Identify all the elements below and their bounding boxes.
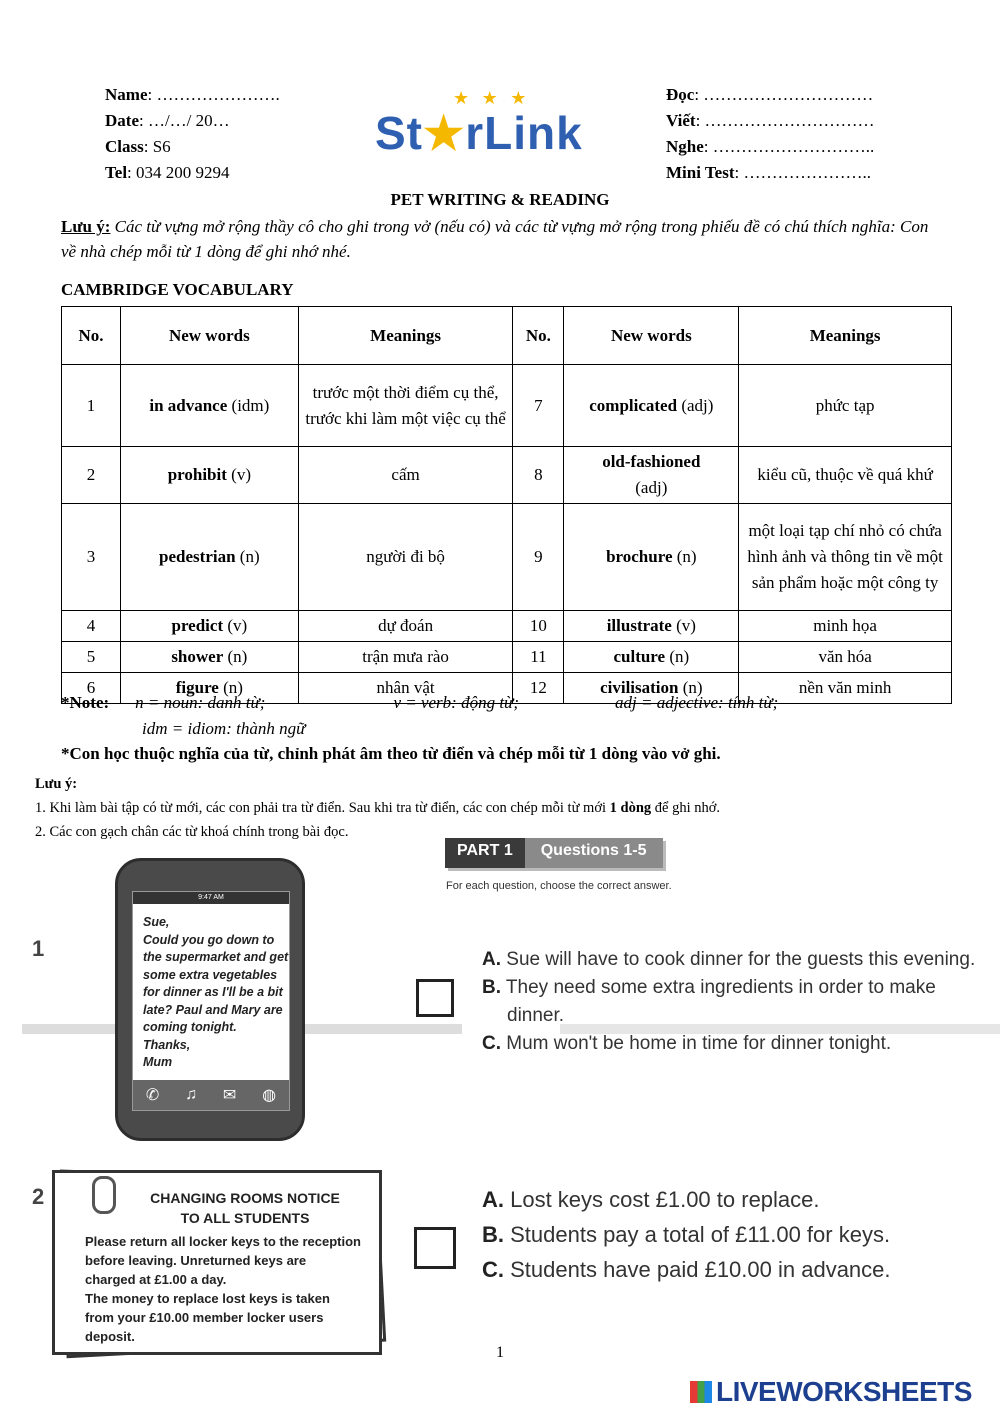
answer-box-q1[interactable] <box>416 979 454 1017</box>
paperclip-icon <box>92 1176 116 1214</box>
notice-text: CHANGING ROOMS NOTICE TO ALL STUDENTS Please return all locker keys to the reception before leaving. Unreturned keys are charged at £1.00 a day. The money to replace lost keys is taken from your £10.00 member locker users deposit. <box>85 1190 362 1344</box>
logo-stars-icon: ★ ★ ★ <box>453 88 531 108</box>
status-bar: 9:47 AM <box>133 892 289 904</box>
table-header-row <box>62 307 952 365</box>
writing-score-line: Viết: ………………………… <box>666 111 875 130</box>
q2-options <box>482 1182 891 1287</box>
listening-score-line: Nghe: ……………………….. <box>666 137 875 156</box>
table-row: 5 shower (n) trận mưa rào 11 culture (n) văn hóa <box>62 642 952 673</box>
abbreviation-legend: *Note: n = noun: danh từ; v = verb: động từ; adj = adjective: tính từ; idm = idiom: thành ngữ <box>61 693 779 738</box>
student-info <box>105 82 280 186</box>
music-icon: ♫ <box>185 1086 198 1103</box>
section-title: CAMBRIDGE VOCABULARY <box>61 280 294 299</box>
option-c[interactable]: C. Mum won't be home in time for dinner tonight. <box>482 1033 892 1054</box>
date-line: Date: …/…/ 20… <box>105 111 230 130</box>
phone-icon: ✆ <box>145 1087 160 1104</box>
tel-line: Tel: 034 200 9294 <box>105 163 230 182</box>
question-number: 1 <box>32 936 45 961</box>
phone-dock <box>133 1080 289 1110</box>
option-b[interactable]: B. Students pay a total of £11.00 for keys. <box>482 1222 891 1247</box>
note2-item2: 2. Các con gạch chân các từ khoá chính trong bài đọc. <box>35 824 349 840</box>
table-row: 4 predict (v) dự đoán 10 illustrate (v) minh họa <box>62 611 952 642</box>
name-line: Name: …………………. <box>105 85 280 104</box>
notice-image <box>52 1170 382 1360</box>
table-row: 2 prohibit (v) cấm 8 old-fashioned (adj) kiểu cũ, thuộc về quá khứ <box>62 447 952 504</box>
mail-icon: ✉ <box>222 1087 237 1104</box>
phone-screen <box>132 891 290 1111</box>
star-icon: ★ <box>423 107 466 159</box>
q1-options <box>482 946 975 1058</box>
answer-box-q2[interactable] <box>414 1227 456 1269</box>
col-header: Meanings <box>298 307 513 365</box>
mini-test-line: Mini Test: ………………….. <box>666 163 871 182</box>
table-row: 1 in advance (idm) trước một thời điểm cụ thể, trước khi làm một việc cụ thể 7 complicated (adj) phức tạp <box>62 365 952 447</box>
text-message: Sue, Could you go down to the supermarket and get some extra vegetables for dinner as I'll be a bit late? Paul and Mary are coming tonight. Thanks, Mum <box>143 915 289 1069</box>
question-number: 2 <box>32 1184 45 1209</box>
note-paragraph: Lưu ý: Các từ vựng mở rộng thầy cô cho ghi trong vở (nếu có) và các từ vựng mở rộng trong phiếu đề có chú thích nghĩa: Con về nhà chép mỗi từ 1 dòng để ghi nhớ nhé. <box>61 217 929 261</box>
study-rule: *Con học thuộc nghĩa của từ, chỉnh phát âm theo từ điển và chép mỗi từ 1 dòng vào vở ghi. <box>61 744 721 763</box>
phone-image <box>115 858 305 1141</box>
score-info <box>666 82 875 186</box>
col-header: Meanings <box>739 307 952 365</box>
option-a[interactable]: A. Sue will have to cook dinner for the guests this evening. <box>482 949 976 970</box>
reading-score-line: Đọc: ………………………… <box>666 85 874 104</box>
starlink-logo: ★ ★ ★ St★rLink <box>375 88 583 159</box>
part-header: PART 1 Questions 1-5 <box>445 838 663 868</box>
option-c[interactable]: C. Students have paid £10.00 in advance. <box>482 1257 891 1282</box>
note2-item1: 1. Khi làm bài tập có từ mới, các con phải tra từ điển. Sau khi tra từ điển, các con chép mỗi từ mới 1 dòng để ghi nhớ. <box>35 800 721 816</box>
globe-icon: ◍ <box>262 1087 277 1104</box>
page-title: PET WRITING & READING <box>390 190 610 209</box>
col-header: No. <box>62 307 121 365</box>
table-row: 6 figure (n) nhân vật 12 civilisation (n) nền văn minh <box>62 673 952 704</box>
option-b[interactable]: B. They need some extra ingredients in order to make <box>482 977 936 998</box>
col-header: New words <box>564 307 739 365</box>
liveworksheets-logo: LIVEWORKSHEETS <box>690 1376 972 1408</box>
vocabulary-table <box>61 306 952 704</box>
option-b-cont: dinner. <box>507 1005 565 1026</box>
class-line: Class: S6 <box>105 137 171 156</box>
col-header: No. <box>513 307 564 365</box>
table-row: 3 pedestrian (n) người đi bộ 9 brochure (n) một loại tạp chí nhỏ có chứa hình ảnh và thông tin về một sản phẩm hoặc một công ty <box>62 504 952 611</box>
note2-label: Lưu ý: <box>35 776 78 792</box>
page-number: 1 <box>496 1344 504 1361</box>
part-instruction: For each question, choose the correct answer. <box>446 880 672 892</box>
liveworksheets-icon <box>690 1381 712 1403</box>
option-a[interactable]: A. Lost keys cost £1.00 to replace. <box>482 1187 820 1212</box>
col-header: New words <box>120 307 298 365</box>
